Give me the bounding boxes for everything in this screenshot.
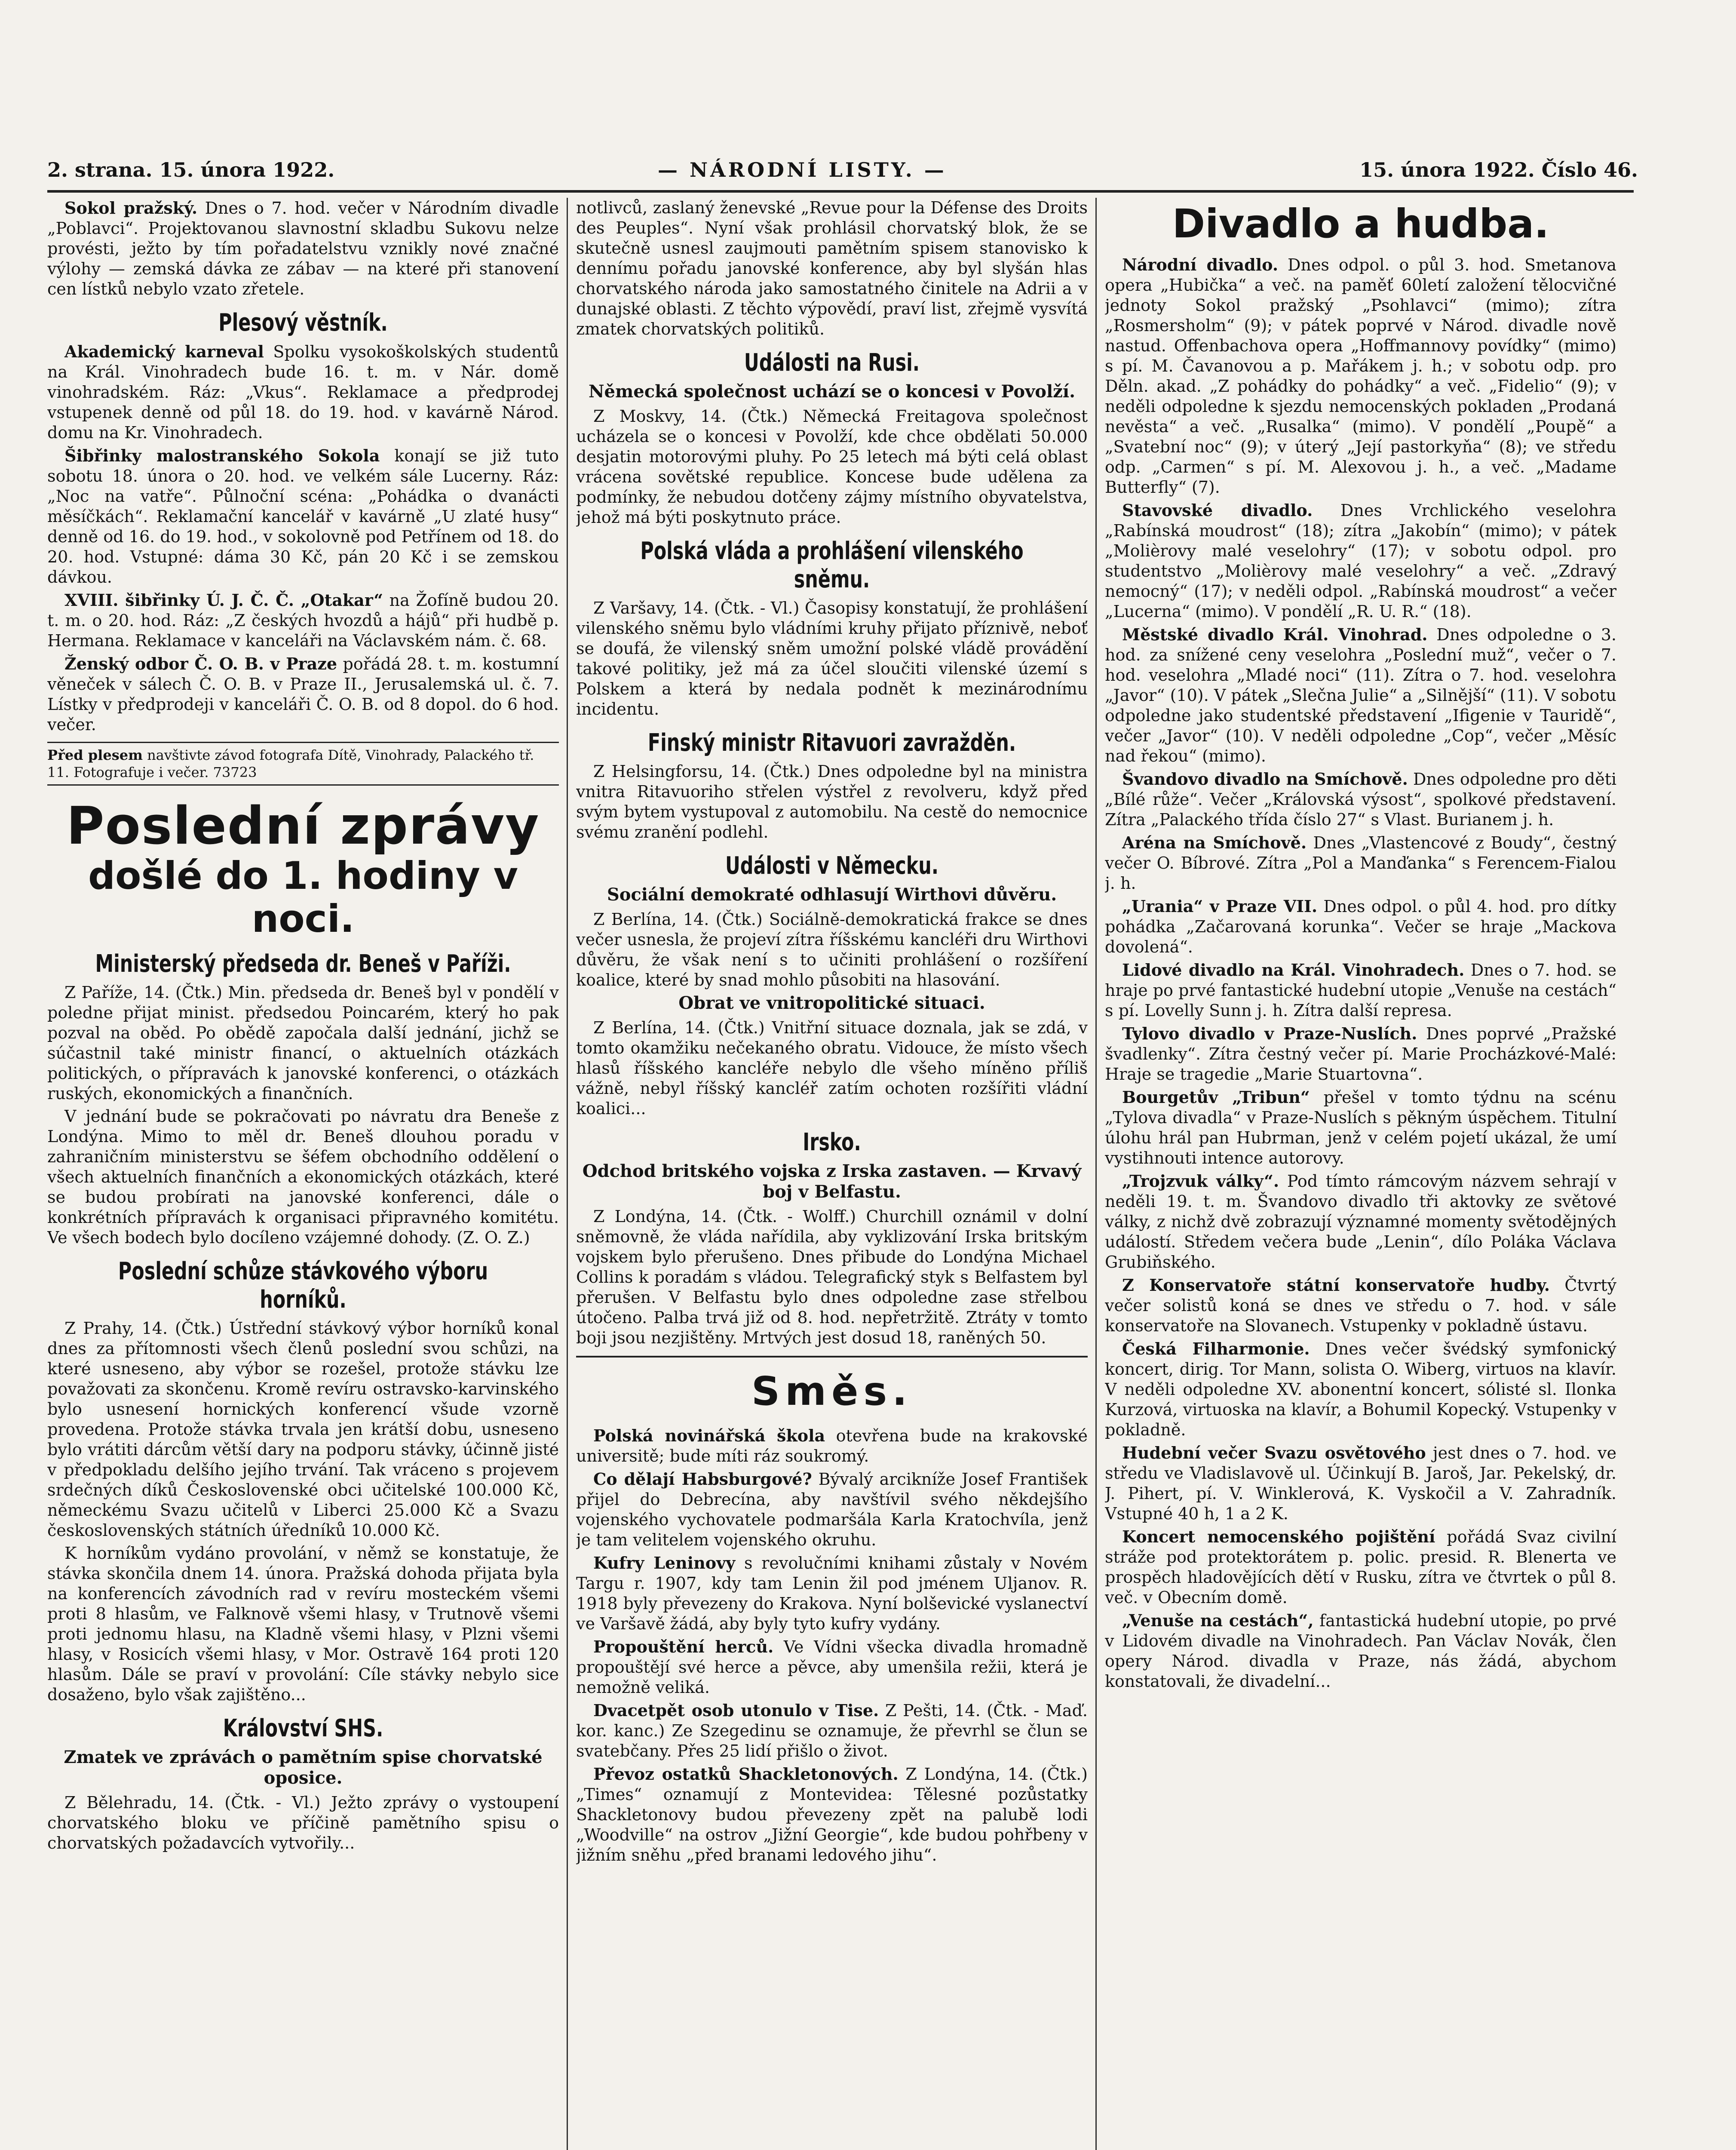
article-headline: Události v Německu. (725, 852, 939, 880)
article-paragraph: Z Londýna, 14. (Čtk. - Wolff.) Churchill oznámil v dolní sněmovně, že vláda nařídila, aby vyklizování Irska britským vojskem bylo přerušeno. Dnes přibude do Londýna Michael Collins k poradám s vládou. Telegrafický styk s Belfastem byl přerušen. V Belfastu bylo dnes odpoledne zase střelbou útočeno. Palba trvá již od 8. hod. nepřetržitě. Ztráty v tomto boji jsou nezjištěny. Mrtvých jest dosud 18, raněných 50. (576, 1207, 1088, 1347)
article-paragraph: Z Paříže, 14. (Čtk.) Min. předseda dr. Beneš byl v pondělí v poledne přijat minist. předsedou Poincarém, který ho pak pozval na oběd. Po obědě započala další jednání, jichž se súčastnil také ministr financí, o aktuelních otázkách politických, o přípravách k janovské konferenci, o otázkách ruských, ekonomických a finančních. (47, 983, 559, 1103)
article-paragraph: Z Varšavy, 14. (Čtk. - Vl.) Časopisy konstatují, že prohlášení vilenského sněmu bylo vládními kruhy přijato příznivě, neboť se doufá, že vilenský sněm umožní polské vládě provádění takové politiky, jež má za účel sloučiti vilenské území s Polskem a která by nedala podnět k mezinárodnímu incidentu. (576, 599, 1088, 719)
notice-item: Hudební večer Svazu osvětového jest dnes o 7. hod. ve středu ve Vladislavově ul. Účinkují B. Jaroš, Jar. Pekelský, dr. J. Pihert, pí. V. Winklerová, K. Vyskočil a V. Zahradník. Vstupné 40 h, 1 a 2 K. (1105, 1443, 1616, 1523)
advertisement: Před plesem navštivte závod fotografa Dítě, Vinohrady, Palackého tř. 11. Fotografuje i večer. 73723 (47, 742, 559, 786)
notice-item: Městské divadlo Král. Vinohrad. Dnes odpoledne o 3. hod. za snížené ceny veselohra „Poslední muž“, večer o 7. hod. veselohra „Mladé noci“ (11). Zítra o 7. hod. veselohra „Javor“ (10). V pátek „Slečna Julie“ a „Silnější“ (11). V sobotu odpoledne jako studentské představení „Ifigenie v Tauridě“, večer „Javor“ (10). V neděli odpoledne „Cop“, večer „Měsíc nad řekou“ (mimo). (1105, 625, 1616, 765)
article-subheadline: Sociální demokraté odhlasují Wirthovi důvěru. (607, 885, 1057, 905)
section-rule (576, 1356, 1088, 1358)
notice-item: Národní divadlo. Dnes odpol. o půl 3. hod. Smetanova opera „Hubička“ a več. na paměť 60letí založení tělocvičné jednoty Sokol pražský „Psohlavci“ (mimo); zítra „Rosmersholm“ (9); v pátek poprvé v Národ. divadle nově nastud. Offenbachova opera „Hoffmannovy povídky“ (mimo) s pí. M. Čavanovou a p. Mařákem j. h.; v sobotu odp. pro Děln. akad. „Z pohádky do pohádky“ a več. „Fidelio“ (9); v neděli odpoledne k sjezdu nemocenských pokladen „Prodaná nevěsta“ a več. „Rusalka“ (mimo). V pondělí „Poupě“ a „Svatební noc“ (9); v úterý „Její pastorkyňa“ (8); ve středu odp. „Carmen“ s pí. M. Alexovou j. h., a več. „Madame Butterfly“ (7). (1105, 255, 1616, 497)
masthead: — NÁRODNÍ LISTY. — (658, 158, 947, 181)
notice-item: Akademický karneval Spolku vysokoškolských studentů na Král. Vinohradech bude 16. t. m. v Nár. domě vinohradském. Ráz: „Vkus“. Reklamace a předprodej vstupenek denně od půl 18. do 19. hod. v kavárně Národ. domu na Kr. Vinohradech. (47, 342, 559, 442)
header-left: 2. strana. 15. února 1922. (47, 158, 335, 181)
article-paragraph: K horníkům vydáno provolání, v němž se konstatuje, že stávka skončila dnem 14. února. Pražská dohoda přijata byla na konferencích závodních rad v revíru mosteckém všemi proti 8 hlasům, ve Falknově všemi hlasy, v Trutnově všemi proti jednomu hlasu, na Kladně všemi hlasy, v Plzni všemi hlasy, v Rosicích všemi hlasy, v Mor. Ostravě 164 proti 120 hlasům. Dále se praví v provolání: Cíle stávky nebylo sice dosaženo, bylo však zajištěno... (47, 1544, 559, 1704)
notice-item: Česká Filharmonie. Dnes večer švédský symfonický koncert, dirig. Tor Mann, solista O. Wiberg, virtuos na klavír. V neděli odpoledne XV. abonentní koncert, sólisté sl. Ilonka Kurzová, virtuoska na klavír, a Bohumil Kopecký. Vstupenky v pokladně. (1105, 1339, 1616, 1439)
column-2 (576, 198, 1088, 2150)
notice-item: Převoz ostatků Shackletonových. Z Londýna, 14. (Čtk.) „Times“ oznamují z Montevidea: Tělesné pozůstatky Shackletonovy budou převezeny zpět na palubě lodi „Woodville“ na ostrov „Jižní Georgie“, kde budou pohřbeny v jižním sněhu „před branami ledového jihu“. (576, 1764, 1088, 1864)
notice-item: Propouštění herců. Ve Vídni všecka divadla hromadně propouštějí své herce a pěvce, aby umenšila režii, která je nemožně veliká. (576, 1637, 1088, 1697)
article-paragraph: Z Berlína, 14. (Čtk.) Vnitřní situace doznala, jak se zdá, v tomto okamžiku nečekaného obratu. Vidouce, že místo všech hlasů říšského kancléře nebylo dle všeho míněno příliš vážně, nebyl říšský kancléř zatím ochoten rozšířiti vládní koalici... (576, 1018, 1088, 1118)
sokol-notice: Sokol pražský. Dnes o 7. hod. večer v Národním divadle „Poblavci“. Projektovanou slavnostní skladbu Sukovu nelze provésti, ježto by tím pořadatelstvu vznikly nové značné výlohy — zemská dávka ze zábav — na které při stanovení cen lístků nebylo vzato zřetele. (47, 198, 559, 298)
notice-item: Šibřinky malostranského Sokola konají se již tuto sobotu 18. února o 20. hod. ve velkém sále Lucerny. Ráz: „Noc na vatře“. Půlnoční scéna: „Pohádka o dvanácti měsíčkách“. Reklamační kancelář v kavárně „U zlaté husy“ denně od 16. do 19. hod., v sokolovně pod Petřínem od 18. do 20. hod. Vstupné: dáma 30 Kč, pán 20 Kč i se zemskou dávkou. (47, 446, 559, 587)
column-rule (567, 198, 568, 2150)
article-paragraph: Z Moskvy, 14. (Čtk.) Německá Freitagova společnost ucházela se o koncesi v Povolží, kde chce obdělati 50.000 desjatin motorovými pluhy. Po 25 letech má býti celá oblast vrácena sovětské republice. Koncese bude udělena za podmínky, že nebudou dotčeny zájmy místního obyvatelstva, jehož má býti poskytnuto práce. (576, 407, 1088, 527)
notice-item: XVIII. šibřinky Ú. J. Č. Č. „Otakar“ na Žofíně budou 20. t. m. o 20. hod. Ráz: „Z českých hvozdů a hájů“ při hudbě p. Hermana. Reklamace v kanceláři na Václavském nám. č. 68. (47, 590, 559, 650)
article-paragraph: Z Prahy, 14. (Čtk.) Ústřední stávkový výbor horníků konal dnes za přítomnosti všech členů poslední svou schůzi, na které usneseno, aby výbor se rozešel, protože stávku lze považovati za skončenu. Kromě revíru ostravsko-karvinského bylo usnesení hornických konferencí všude vzorně provedena. Protože stávka trvala jen krátší dobu, usneseno bylo vrátiti dárcům větší dary na podporu stávky, účinně jisté v předpokladu delšího jejího trvání. Tak vráceno s projevem srdečných díků Československé obci učitelské 100.000 Kč, německému Svazu učitelů v Liberci 25.000 Kč a Svazu československých státních úředníků 10.000 Kč. (47, 1319, 559, 1540)
notice-item: Dvacetpět osob utonulo v Tise. Z Pešti, 14. (Čtk. - Maď. kor. kanc.) Ze Szegedinu se oznamuje, že převrhl se člun se svatebčany. Přes 25 lidí přišlo o život. (576, 1701, 1088, 1760)
notice-item: „Trojzvuk války“. Pod tímto rámcovým názvem sehrají v neděli 19. t. m. Švandovo divadlo tři aktovky ze světové války, z nichž dvě zobrazují významné momenty světodějných událostí. Středem večera bude „Lenin“, dílo Poláka Václava Grubiňského. (1105, 1171, 1616, 1272)
article-paragraph: Z Bělehradu, 14. (Čtk. - Vl.) Ježto zprávy o vystoupení chorvatského bloku ve příčině pamětního spisu o chorvatských požadavcích vytvořily... (47, 1793, 559, 1852)
page-header (47, 150, 1638, 189)
article-headline: Království SHS. (223, 1714, 383, 1742)
header-rule (47, 190, 1634, 193)
column-3 (1105, 198, 1616, 2150)
section-subtitle: došlé do 1. hodiny v noci. (88, 854, 518, 941)
article-subheadline: Německá společnost uchází se o koncesi v Povolží. (588, 381, 1076, 402)
notice-item: Z Konservatoře státní konservatoře hudby. Čtvrtý večer solistů koná se dnes ve středu o 7. hod. v sále konservatoře na Slovanech. Vstupenky v pokladně ústavu. (1105, 1275, 1616, 1335)
article-headline: Ministerský předseda dr. Beneš v Paříži. (95, 950, 511, 978)
article-headline: Polská vláda a prohlášení vilenského sněmu. (640, 537, 1024, 593)
header-right: 15. února 1922. Číslo 46. (1359, 158, 1638, 181)
notice-item: Tylovo divadlo v Praze-Nuslích. Dnes poprvé „Pražské švadlenky“. Zítra čestný večer pí. Marie Procházkové-Malé: Hraje se tragedie „Marie Stuartovna“. (1105, 1024, 1616, 1084)
notice-item: Bourgetův „Tribun“ přešel v tomto týdnu na scénu „Tylova divadla“ v Praze-Nuslích s pěkným úspěchem. Titulní úlohu hrál pan Hubrman, jenž v celém pojetí ukázal, že umí vystihnouti intence autorovy. (1105, 1087, 1616, 1167)
notice-item: Ženský odbor Č. O. B. v Praze pořádá 28. t. m. kostumní věneček v sálech Č. O. B. v Praze II., Jerusalemská ul. č. 7. Lístky v předprodeji v kanceláři Č. O. B. od 8 dopol. do 6 hod. večer. (47, 654, 559, 734)
column-1 (47, 198, 559, 2150)
notice-item: Lidové divadlo na Král. Vinohradech. Dnes o 7. hod. se hraje po prvé fantastické hudební utopie „Venuše na cestách“ s pí. Lovelly Sunn j. h. Zítra další represa. (1105, 960, 1616, 1020)
notice-item: Co dělají Habsburgové? Bývalý arcikníže Josef František přijel do Debrecína, aby navštívil svého někdejšího vojenského vychovatele podmaršála Karla Kratochvíla, jenž je tam velitelem vojenského okruhu. (576, 1469, 1088, 1549)
article-subheadline: Obrat ve vnitropolitické situaci. (678, 993, 985, 1013)
section-title: Směs. (751, 1368, 913, 1414)
notice-item: Kufry Leninovy s revolučními knihami zůstaly v Novém Targu r. 1907, kdy tam Lenin žil pod jménem Uljanov. R. 1918 byly převezeny do Krakova. Nyní bolševické vyslanectví ve Varšavě žádá, aby byly tyto kufry vydány. (576, 1553, 1088, 1633)
plesovy-heading: Plesový věstník. (218, 309, 388, 337)
notice-item: „Urania“ v Praze VII. Dnes odpol. o půl 4. hod. pro dítky pohádka „Začarovaná korunka“. Večer se hraje „Mackova dovolená“. (1105, 897, 1616, 956)
notice-item: Polská novinářská škola otevřena bude na krakovské universitě; bude míti ráz soukromý. (576, 1426, 1088, 1465)
notice-item: Koncert nemocenského pojištění pořádá Svaz civilní stráže pod protektorátem p. polic. presid. R. Blenerta ve prospěch hladovějících dětí v Rusku, zítra ve čtvrtek o půl 8. več. v Obecním domě. (1105, 1527, 1616, 1607)
notice-item: Stavovské divadlo. Dnes Vrchlického veselohra „Rabínská moudrost“ (18); zítra „Jakobín“ (mimo); v pátek „Molièrovy malé veselohry“ (17); v sobotu odpol. pro studentstvo „Molièrovy malé veselohry“ a več. „Zdravý nemocný“ (17); v neděli odpol. „Rabínská moudrost“ a večer „Lucerna“ (mimo). V pondělí „R. U. R.“ (18). (1105, 501, 1616, 621)
section-title: Divadlo a hudba. (1172, 201, 1549, 247)
article-headline: Poslední schůze stávkového výboru horníků. (118, 1257, 488, 1314)
article-paragraph: Z Helsingforsu, 14. (Čtk.) Dnes odpoledne byl na ministra vnitra Ritavuoriho střelen výstřel z revolveru, když před svým bytem vystupoval z automobilu. Na cestě do nemocnice svému zranění podlehl. (576, 762, 1088, 842)
column-rule (1095, 198, 1097, 2150)
article-subheadline: Odchod britského vojska z Irska zastaven. — Krvavý boj v Belfastu. (582, 1161, 1082, 1202)
notice-item: Švandovo divadlo na Smíchově. Dnes odpoledne pro děti „Bílé růže“. Večer „Královská výsost“, spolkové představení. Zítra „Palackého třída číslo 27“ s Vlast. Burianem j. h. (1105, 769, 1616, 829)
article-paragraph: notlivců, zaslaný ženevské „Revue pour la Défense des Droits des Peuples“. Nyní však prohlásil chorvatský blok, že se skutečně usnesl zaujmouti pamětním spisem stanovisko k dennímu pořadu janovské konference, aby byl slyšán hlas chorvatského národa jako samostatného činitele na Adrii a v dunajské oblasti. Z těchto výpovědí, praví list, zřejmě vysvítá zmatek chorvatských politiků. (576, 198, 1088, 338)
article-subheadline: Zmatek ve zprávách o pamětním spise chorvatské oposice. (64, 1747, 543, 1788)
notice-item: Aréna na Smíchově. Dnes „Vlastencové z Boudy“, čestný večer O. Bíbrové. Zítra „Pol a Manďanka“ s Ferencem-Fialou j. h. (1105, 833, 1616, 893)
section-title: Poslední zprávy (66, 796, 540, 856)
article-headline: Irsko. (803, 1128, 861, 1156)
article-headline: Finský ministr Ritavuori zavražděn. (647, 729, 1016, 757)
notice-item: „Venuše na cestách“, fantastická hudební utopie, po prvé v Lidovém divadle na Vinohradech. Pan Václav Novák, člen opery Národ. divadla v Praze, nás žádá, abychom konstatovali, že divadelní... (1105, 1611, 1616, 1691)
article-paragraph: V jednání bude se pokračovati po návratu dra Beneše z Londýna. Mimo to měl dr. Beneš dlouhou poradu v zahraničním ministerstvu se šéfem obchodního oddělení o všech aktuelních finančních a ekonomických otázkách, které se budou probírati na janovské konferenci, dále o konkrétních přípravách k organisaci připravného komitétu. Ve všech bodech bylo docíleno vzájemné dohody. (Z. O. Z.) (47, 1107, 559, 1247)
article-paragraph: Z Berlína, 14. (Čtk.) Sociálně-demokratická frakce se dnes večer usnesla, že projeví zítra říšskému kancléři dru Wirthovi důvěru, že však není s to učiniti prohlášení o rozšíření koalice, které by snad mohlo působiti na hlasování. (576, 910, 1088, 989)
article-headline: Události na Rusi. (744, 349, 920, 377)
